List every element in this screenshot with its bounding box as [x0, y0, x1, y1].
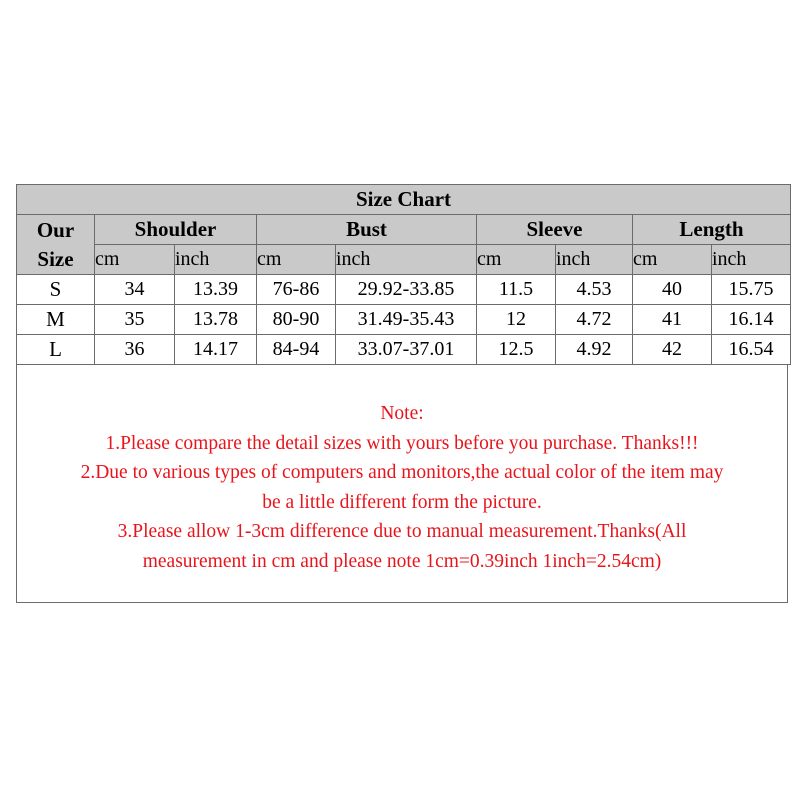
shoulder-header: Shoulder: [95, 215, 257, 245]
note-line: 1.Please compare the detail sizes with yours before you purchase. Thanks!!!: [105, 432, 699, 454]
table-title: Size Chart: [17, 185, 791, 215]
table-cell: 13.78: [175, 305, 257, 335]
our-size-line2: Size: [37, 246, 74, 271]
our-size-header: [17, 215, 95, 275]
table-cell: 42: [633, 335, 712, 365]
length-header: Length: [633, 215, 791, 245]
note-line: 2.Due to various types of computers and monitors,the actual color of the item may: [80, 462, 724, 483]
table-cell: 34: [95, 275, 175, 305]
size-label: S: [17, 275, 95, 305]
table-cell: 12: [477, 305, 556, 335]
size-label: L: [17, 335, 95, 365]
table-cell: 80-90: [257, 305, 336, 335]
table-cell: 31.49-35.43: [336, 305, 477, 335]
notes-box: [16, 365, 788, 603]
table-row: [17, 275, 791, 305]
note-line: measurement in cm and please note 1cm=0.39inch 1inch=2.54cm): [142, 550, 662, 572]
table-cell: 4.92: [556, 335, 633, 365]
our-size-line1: Our: [36, 217, 75, 242]
table-cell: 76-86: [257, 275, 336, 305]
unit-header: cm: [633, 245, 712, 275]
note-heading: Note:: [380, 403, 424, 424]
table-cell: 40: [633, 275, 712, 305]
size-table: [16, 184, 791, 365]
size-label: M: [17, 305, 95, 335]
table-row: [17, 335, 791, 365]
table-cell: 13.39: [175, 275, 257, 305]
unit-header: inch: [712, 245, 791, 275]
note-line: be a little different form the picture.: [262, 491, 542, 513]
table-cell: 11.5: [477, 275, 556, 305]
table-cell: 4.72: [556, 305, 633, 335]
unit-header: inch: [556, 245, 633, 275]
unit-header: cm: [95, 245, 175, 275]
sleeve-header: Sleeve: [477, 215, 633, 245]
table-cell: 4.53: [556, 275, 633, 305]
table-cell: 12.5: [477, 335, 556, 365]
table-row: [17, 305, 791, 335]
unit-header: cm: [477, 245, 556, 275]
unit-header: cm: [257, 245, 336, 275]
table-cell: 36: [95, 335, 175, 365]
table-cell: 16.14: [712, 305, 791, 335]
unit-header: inch: [175, 245, 257, 275]
size-chart: [16, 184, 790, 603]
table-cell: 35: [95, 305, 175, 335]
table-cell: 29.92-33.85: [336, 275, 477, 305]
table-cell: 41: [633, 305, 712, 335]
table-cell: 33.07-37.01: [336, 335, 477, 365]
table-cell: 15.75: [712, 275, 791, 305]
bust-header: Bust: [257, 215, 477, 245]
table-cell: 14.17: [175, 335, 257, 365]
note-line: 3.Please allow 1-3cm difference due to manual measurement.Thanks(All: [117, 521, 687, 542]
unit-header: inch: [336, 245, 477, 275]
table-cell: 16.54: [712, 335, 791, 365]
table-cell: 84-94: [257, 335, 336, 365]
